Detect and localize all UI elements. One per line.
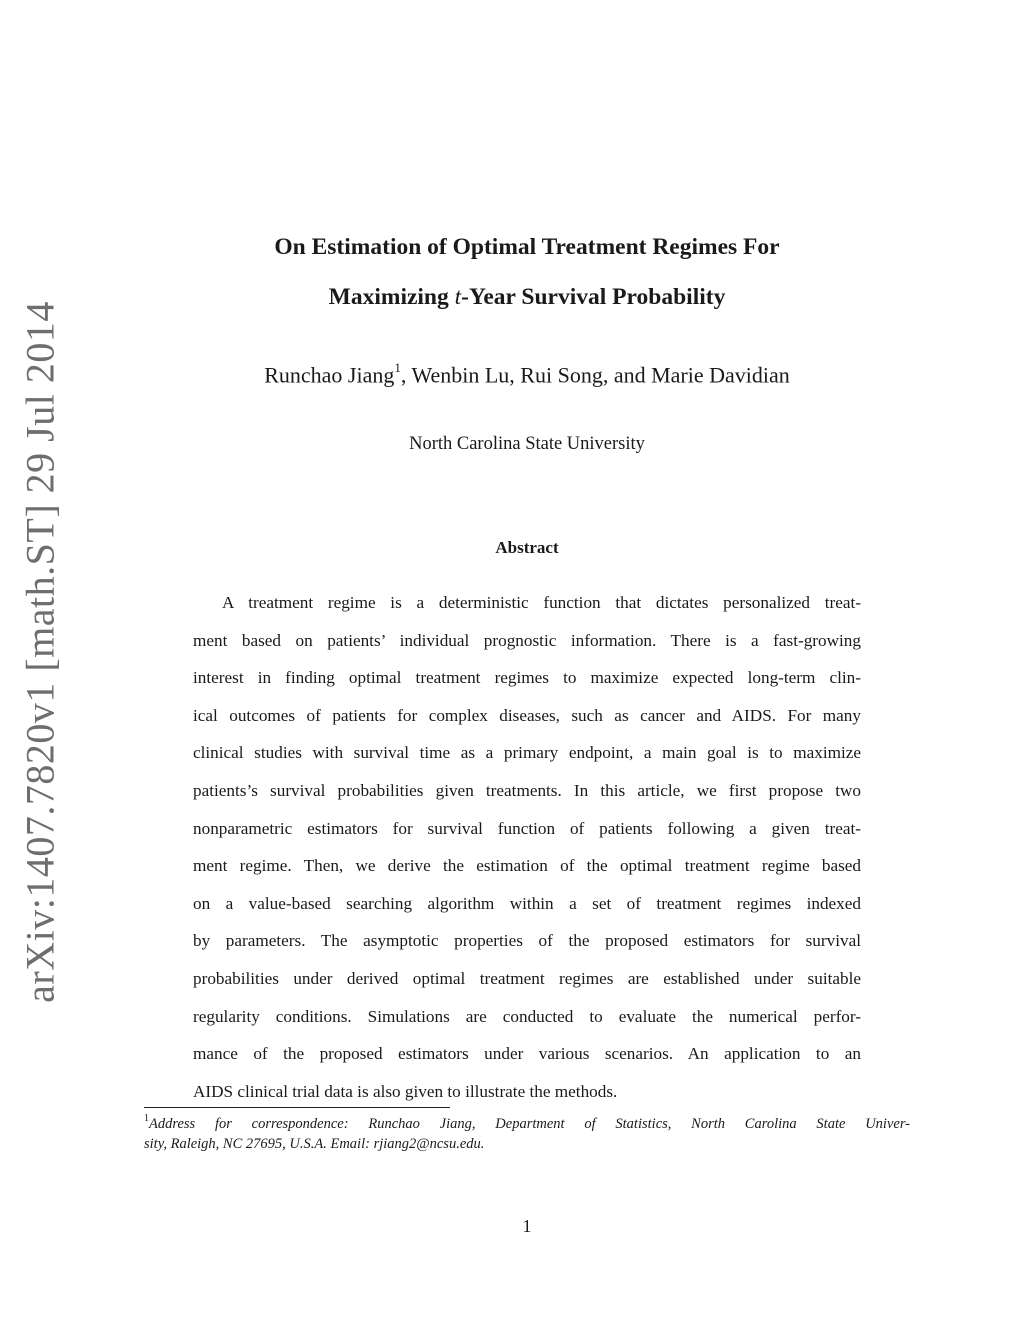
footnote-marker: 1 — [394, 360, 401, 375]
abstract-line: AIDS clinical trial data is also given to illustrate the methods. — [193, 1081, 618, 1101]
abstract-line: by parameters. The asymptotic properties of the proposed estimators for survival — [193, 931, 861, 951]
arxiv-identifier: arXiv:1407.7820v1 [math.ST] 29 Jul 2014 — [17, 301, 63, 1003]
abstract-line: patients’s survival probabilities given treatments. In this article, we first propose two — [193, 780, 861, 800]
footnote-text-1: Address for correspondence: Runchao Jiang, Department of Statistics, North Carolina State Univer- — [149, 1115, 910, 1132]
abstract-line: A treatment regime is a deterministic function that dictates personalized treat- — [222, 593, 861, 612]
footnote-rule — [144, 1107, 450, 1108]
paper-title — [0, 222, 1024, 322]
abstract-line: ical outcomes of patients for complex diseases, such as cancer and AIDS. For many — [193, 705, 861, 725]
page-number: 1 — [522, 1216, 532, 1236]
footnote-line-2: sity, Raleigh, NC 27695, U.S.A. Email: rjiang2@ncsu.edu. — [144, 1135, 485, 1152]
abstract-line: probabilities under derived optimal treatment regimes are established under suitable — [193, 968, 861, 988]
abstract-line: regularity conditions. Simulations are conducted to evaluate the numerical perfor- — [193, 1006, 861, 1026]
abstract-body — [193, 584, 861, 1110]
title-line-1: On Estimation of Optimal Treatment Regimes For — [274, 234, 780, 260]
abstract-heading: Abstract — [495, 538, 559, 557]
abstract-line: clinical studies with survival time as a primary endpoint, a main goal is to maximize — [193, 743, 861, 763]
footnote-number: 1 — [144, 1113, 149, 1124]
author-list — [0, 362, 1024, 388]
abstract-line: ment regime. Then, we derive the estimation of the optimal treatment regime based — [193, 856, 861, 876]
affiliation: North Carolina State University — [409, 434, 645, 454]
abstract-line: nonparametric estimators for survival function of patients following a given treat- — [193, 818, 861, 838]
title-line-2-start: Maximizing — [328, 284, 455, 310]
title-line-2-end: -Year Survival Probability — [461, 284, 726, 310]
abstract-line: ment based on patients’ individual prognostic information. There is a fast-growing — [193, 630, 861, 650]
abstract-line: interest in finding optimal treatment regimes to maximize expected long-term clin- — [193, 668, 861, 688]
abstract-line: on a value-based searching algorithm within a set of treatment regimes indexed — [193, 893, 861, 913]
other-authors: , Wenbin Lu, Rui Song, and Marie Davidian — [400, 362, 790, 388]
title-line-2 — [0, 272, 1024, 322]
footnote — [144, 1110, 910, 1154]
abstract-line: mance of the proposed estimators under various scenarios. An application to an — [193, 1044, 861, 1064]
title-variable: t — [454, 284, 462, 310]
footnote-line-1 — [144, 1110, 910, 1134]
first-author: Runchao Jiang — [264, 362, 395, 388]
